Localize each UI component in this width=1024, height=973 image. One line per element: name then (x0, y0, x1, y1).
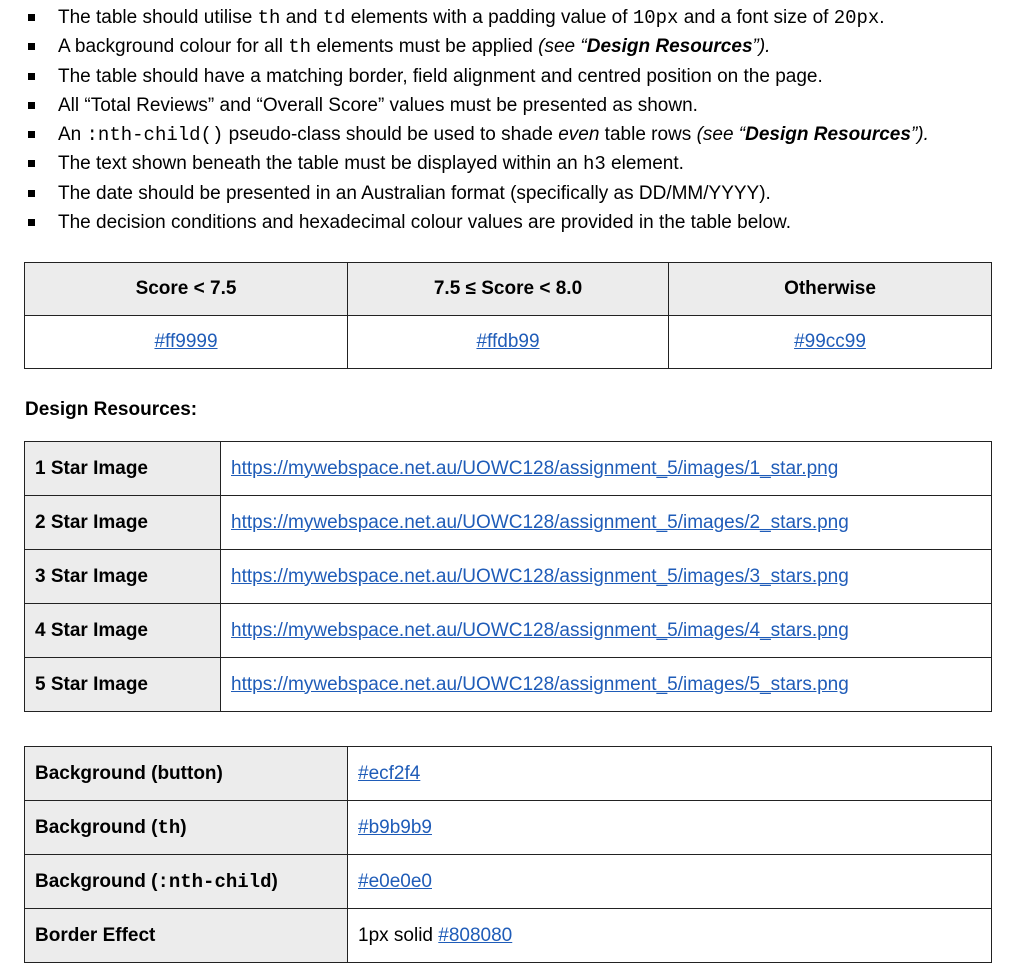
colour-label: Background (button) (25, 747, 348, 801)
url-cell (221, 604, 992, 658)
list-item: The table should utilise th and td elements with a padding value of 10px and a font size of 20px. (0, 3, 1024, 32)
table-row (25, 263, 992, 316)
table-row (25, 855, 992, 909)
list-item: An :nth-child() pseudo-class should be used to shade even table rows (see “Design Resources”). (0, 120, 1024, 149)
colour-resources-table (24, 746, 992, 963)
url-cell (221, 550, 992, 604)
table-row (25, 658, 992, 712)
requirements-list (0, 3, 1024, 237)
colour-value-cell (348, 855, 992, 909)
star-label: 5 Star Image (25, 658, 221, 712)
url-cell (221, 496, 992, 550)
colour-link[interactable]: #808080 (438, 924, 513, 946)
colour-link[interactable]: #e0e0e0 (358, 870, 432, 892)
table-row (25, 316, 992, 369)
star-label: 2 Star Image (25, 496, 221, 550)
condition-cell (25, 316, 348, 369)
colour-link[interactable]: #ff9999 (154, 331, 218, 352)
colour-value-cell (348, 801, 992, 855)
condition-header: Otherwise (669, 263, 992, 316)
condition-cell (348, 316, 669, 369)
colour-value-cell: 1px solid #808080 (348, 909, 992, 963)
table-row (25, 801, 992, 855)
star-image-link[interactable]: https://mywebspace.net.au/UOWC128/assignment_5/images/5_stars.png (231, 673, 849, 695)
condition-header: Score < 7.5 (25, 263, 348, 316)
colour-link[interactable]: #ecf2f4 (358, 762, 421, 784)
colour-link[interactable]: #b9b9b9 (358, 816, 432, 838)
star-label: 1 Star Image (25, 442, 221, 496)
star-label: 3 Star Image (25, 550, 221, 604)
colour-label: Background (:nth-child) (25, 855, 348, 909)
table-row (25, 909, 992, 963)
list-item: The decision conditions and hexadecimal colour values are provided in the table below. (0, 208, 1024, 237)
list-item: A background colour for all th elements must be applied (see “Design Resources”). (0, 32, 1024, 61)
table-row (25, 604, 992, 658)
colour-link[interactable]: #ffdb99 (476, 331, 540, 352)
colour-link[interactable]: #99cc99 (794, 331, 866, 352)
condition-cell (669, 316, 992, 369)
conditions-table (24, 262, 992, 369)
star-image-link[interactable]: https://mywebspace.net.au/UOWC128/assignment_5/images/2_stars.png (231, 511, 849, 533)
star-image-link[interactable]: https://mywebspace.net.au/UOWC128/assignment_5/images/3_stars.png (231, 565, 849, 587)
star-label: 4 Star Image (25, 604, 221, 658)
colour-label: Background (th) (25, 801, 348, 855)
design-resources-title: Design Resources: (25, 399, 198, 420)
list-item: All “Total Reviews” and “Overall Score” values must be presented as shown. (0, 91, 1024, 120)
list-item: The text shown beneath the table must be displayed within an h3 element. (0, 149, 1024, 178)
list-item: The table should have a matching border, field alignment and centred position on the page. (0, 62, 1024, 91)
colour-label: Border Effect (25, 909, 348, 963)
star-image-link[interactable]: https://mywebspace.net.au/UOWC128/assignment_5/images/1_star.png (231, 457, 839, 479)
condition-header: 7.5 ≤ Score < 8.0 (348, 263, 669, 316)
table-row (25, 550, 992, 604)
table-row (25, 496, 992, 550)
star-image-link[interactable]: https://mywebspace.net.au/UOWC128/assignment_5/images/4_stars.png (231, 619, 849, 641)
star-images-table (24, 441, 992, 712)
url-cell (221, 658, 992, 712)
url-cell (221, 442, 992, 496)
table-row (25, 747, 992, 801)
colour-value-cell (348, 747, 992, 801)
table-row (25, 442, 992, 496)
list-item: The date should be presented in an Australian format (specifically as DD/MM/YYYY). (0, 179, 1024, 208)
